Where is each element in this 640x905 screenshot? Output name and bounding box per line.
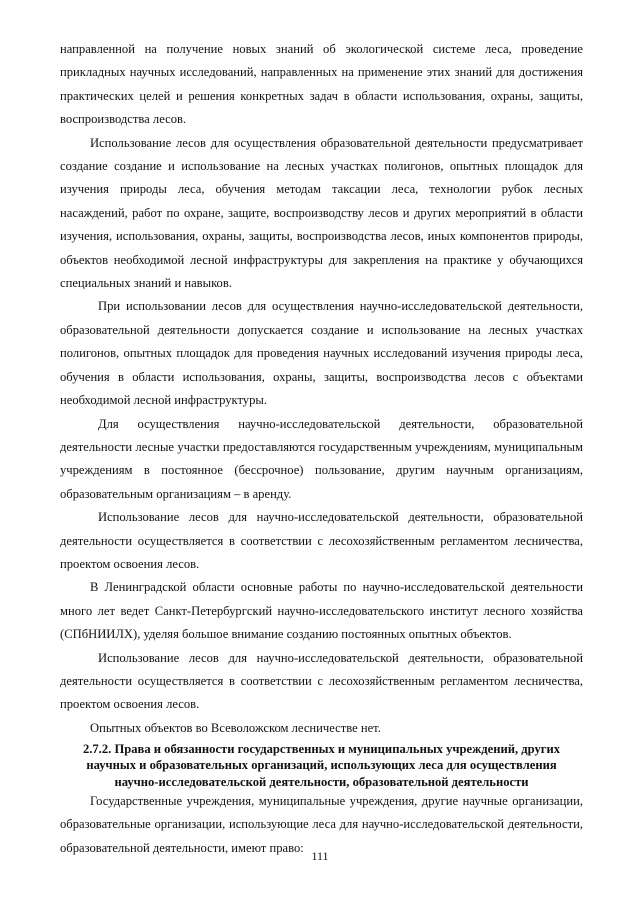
paragraph-regulation-compliance: Использование лесов для научно-исследовательской деятельности, образовательной деятельности осуществляется в соответствии с лесохозяйственным регламентом лесничества, проектом освоения лесов. bbox=[60, 510, 583, 571]
paragraph-land-provision: Для осуществления научно-исследовательской деятельности, образовательной деятельности лесные участки предоставляются государственным учреждениям, муниципальным учреждениям в постоянное (бессрочное) пользование, другим научным организациям, образовательным организациям – в аренду. bbox=[60, 416, 583, 501]
paragraph-no-experimental-objects: Опытных объектов во Всеволожском лесничестве нет. bbox=[90, 720, 381, 735]
section-title: Права и обязанности государственных и муниципальных учреждений, других научных и образовательных организаций, использующих леса для осуществления научно-исследовательской деятельности, образовательной деятельности bbox=[86, 742, 561, 789]
paragraph-polygons-permitted: При использовании лесов для осуществления научно-исследовательской деятельности, образовательной деятельности допускается создание и использование на лесных участках полигонов, опытных площадок для проведения научных исследований изучения природы леса, обучения в области использования, охраны, защиты, воспроизводства лесов с объектами необходимой лесной инфраструктуры. bbox=[60, 299, 583, 408]
section-number: 2.7.2. bbox=[82, 742, 112, 757]
page-number: 111 bbox=[311, 849, 329, 863]
document-page bbox=[60, 38, 583, 860]
section-heading bbox=[60, 741, 583, 790]
paragraph-rights-intro: Государственные учреждения, муниципальные учреждения, другие научные организации, образовательные организации, использующие леса для научно-исследовательской деятельности, образовательной деятельности, имеют право: bbox=[60, 793, 583, 855]
paragraph-leningrad-region: В Ленинградской области основные работы по научно-исследовательской деятельности много лет ведет Санкт-Петербургский научно-исследовательского институт лесного хозяйства (СПбНИИЛХ), уделяя большое внимание созданию постоянных опытных объектов. bbox=[60, 580, 583, 642]
paragraph-research-purpose: направленной на получение новых знаний об экологической системе леса, проведение прикладных научных исследований, направленных на применение этих знаний для достижения практических целей и решения конкретных задач в области использования, охраны, защиты, воспроизводства лесов. bbox=[60, 42, 583, 127]
paragraph-educational-use: Использование лесов для осуществления образовательной деятельности предусматривает создание создание и использование на лесных участках полигонов, опытных площадок для изучения природы леса, обучения методам таксации леса, технологии рубок лесных насаждений, работ по охране, защите, воспроизводству лесов и других мероприятий в области изучения, использования, охраны, защиты, воспроизводства лесов, иных компонентов природы, объектов необходимой лесной инфраструктуры для закрепления на практике у обучающихся специальных знаний и навыков. bbox=[60, 135, 583, 291]
paragraph-regulation-compliance-repeat: Использование лесов для научно-исследовательской деятельности, образовательной деятельности осуществляется в соответствии с лесохозяйственным регламентом лесничества, проектом освоения лесов. bbox=[60, 650, 583, 712]
